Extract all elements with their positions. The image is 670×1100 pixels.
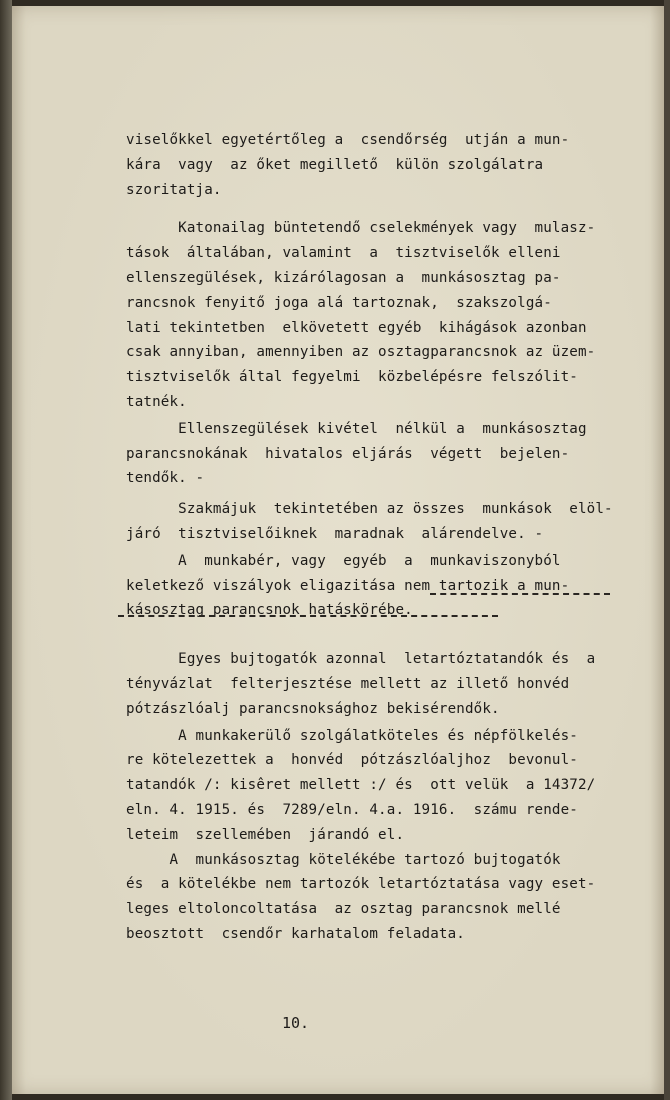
text-line: kásosztag parancsnok hatáskörébe. xyxy=(126,602,413,619)
paragraph-continuation xyxy=(126,128,646,202)
paragraph-professional xyxy=(126,497,646,547)
paragraph-arrests xyxy=(126,848,646,947)
left-page-edge xyxy=(0,0,12,1100)
document-body xyxy=(126,128,646,947)
text-line: parancsnokának hivatalos eljárás végett bejelen- xyxy=(126,445,570,462)
text-line: és a kötelékbe nem tartozók letartóztatása vagy eset- xyxy=(126,876,596,893)
text-line: Ellenszegülések kivétel nélkül a munkásosztag xyxy=(126,420,587,437)
text-line: szoritatja. xyxy=(126,181,222,198)
paragraph-work-shy xyxy=(126,724,646,848)
paragraph-wages xyxy=(126,549,646,623)
text-line: rancsnok fenyitő joga alá tartoznak, szakszolgá- xyxy=(126,294,552,311)
text-line: viselőkkel egyetértőleg a csendőrség utján a mun- xyxy=(126,132,570,148)
text-line: A munkakerülő szolgálatköteles és népfölkelés- xyxy=(126,727,578,744)
text-line: re kötelezettek a honvéd pótzászlóaljhoz bevonul- xyxy=(126,752,578,769)
page-number: 10. xyxy=(282,1014,310,1032)
text-line: leteim szellemében járandó el. xyxy=(126,826,405,843)
text-line: kára vagy az őket megillető külön szolgálatra xyxy=(126,156,544,173)
dashed-underline-short xyxy=(430,593,610,595)
paragraph-military-offences xyxy=(126,216,646,414)
text-line: Szakmájuk tekintetében az összes munkások elöl- xyxy=(126,501,613,518)
text-line: tatandók /: kisêret mellett :/ és ott velük a 14372/ xyxy=(126,777,596,794)
text-line: járó tisztviselőiknek maradnak alárendelve. - xyxy=(126,525,544,542)
text-line: eln. 4. 1915. és 7289/eln. 4.a. 1916. számu rende- xyxy=(126,801,578,818)
text-line: keletkező viszályok eligazitása nem tartozik a mun- xyxy=(126,577,570,594)
text-line: tisztviselők által fegyelmi közbelépésre felszólit- xyxy=(126,369,578,386)
text-line: Katonailag büntetendő cselekmények vagy mulasz- xyxy=(126,220,596,237)
right-page-edge xyxy=(664,0,670,1100)
dashed-underline xyxy=(118,615,498,617)
text-line: tások általában, valamint a tisztviselők elleni xyxy=(126,245,561,262)
text-line: tényvázlat felterjesztése mellett az illető honvéd xyxy=(126,675,570,692)
text-line: A munkabér, vagy egyéb a munkaviszonyból xyxy=(126,552,561,569)
text-line: csak annyiban, amennyiben az osztagparancsnok az üzem- xyxy=(126,344,596,361)
text-line: leges eltoloncoltatása az osztag parancsnok mellé xyxy=(126,901,561,918)
text-line: lati tekintetben elkövetett egyéb kihágások azonban xyxy=(126,319,587,336)
text-line: ellenszegülések, kizárólagosan a munkásosztag pa- xyxy=(126,269,561,286)
paragraph-resistance xyxy=(126,417,646,491)
text-line: tatnék. xyxy=(126,393,187,410)
text-line: beosztott csendőr karhatalom feladata. xyxy=(126,925,465,942)
text-line: pótzászlóalj parancsnoksághoz bekisérendők. xyxy=(126,700,500,717)
text-line: tendők. - xyxy=(126,470,205,487)
paragraph-agitators xyxy=(126,647,646,721)
text-line: A munkásosztag kötelékébe tartozó bujtogatók xyxy=(126,851,561,868)
text-line: Egyes bujtogatók azonnal letartóztatandók és a xyxy=(126,651,596,668)
